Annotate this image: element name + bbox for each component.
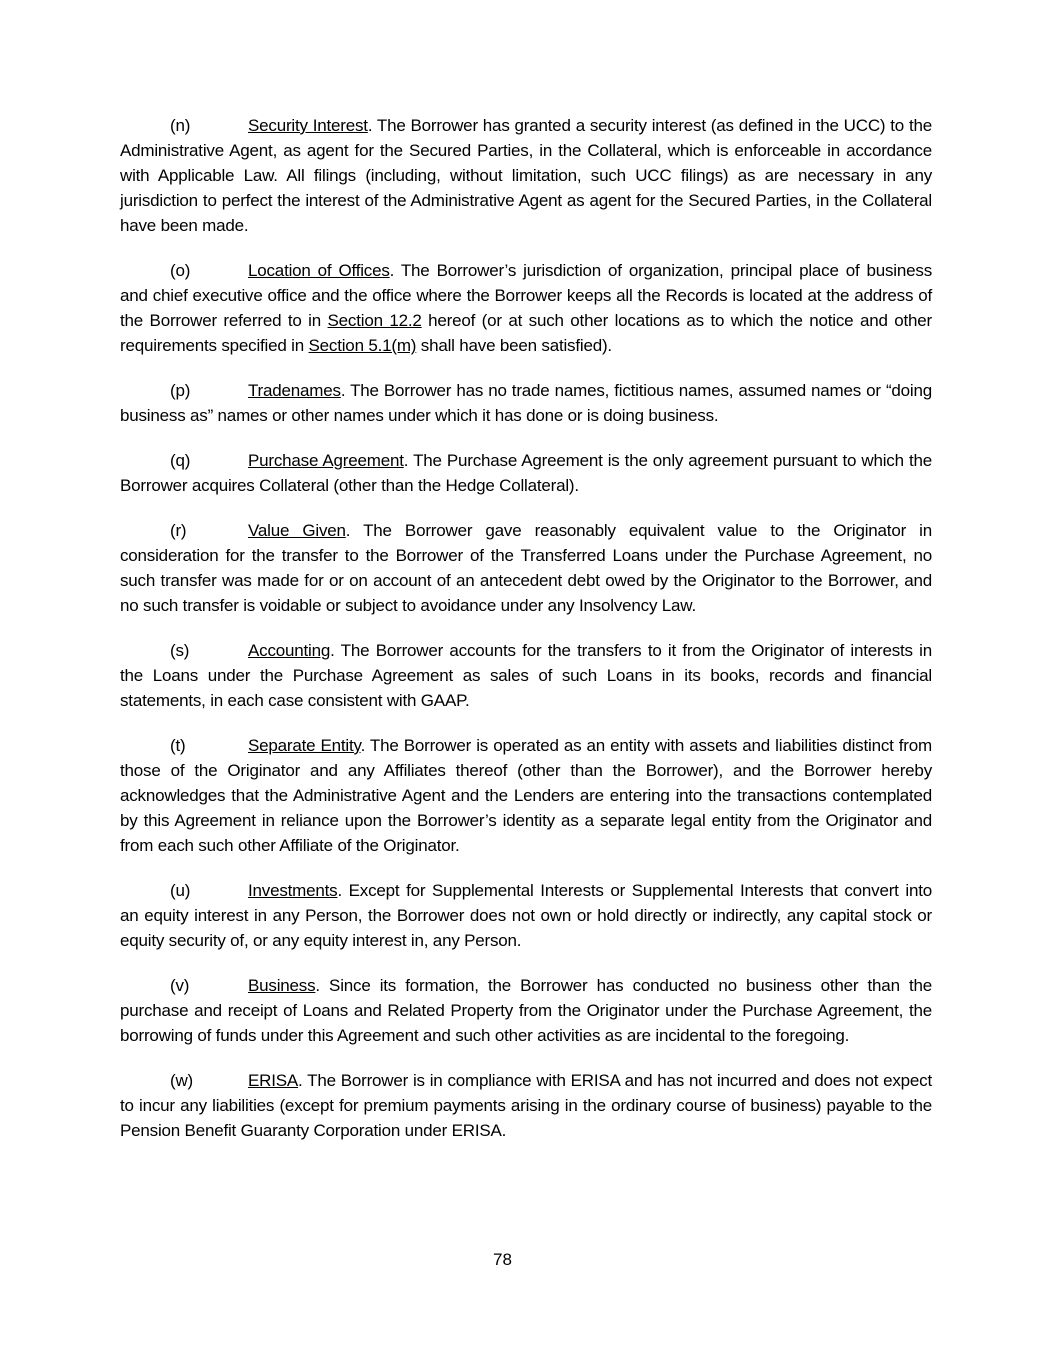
paragraph-label: (r) bbox=[170, 521, 187, 540]
body-text: shall have been satisfied). bbox=[416, 336, 612, 355]
body-text: . The Borrower gave reasonably equivalent value to the Originator in consideration for the transfer to the Borrower of the Transferred Loans under the Purchase Agreement, no such transfer was made for or on account of an antecedent debt owed by the Originator to the Borrower, and no such transfer is voidable or subject to avoidance under any Insolvency Law. bbox=[120, 521, 932, 615]
paragraph-label: (v) bbox=[170, 976, 190, 995]
body-text: . Since its formation, the Borrower has conducted no business other than the purchase and receipt of Loans and Related Property from the Originator under the Purchase Agreement, the borrowing of funds under this Agreement and such other activities as are incidental to the foregoing. bbox=[120, 976, 932, 1045]
paragraph bbox=[120, 518, 932, 618]
body-text: hereof (or at such other locations as to which the notice and other requirements specified in bbox=[120, 311, 932, 355]
document-body bbox=[120, 113, 932, 1163]
body-text: . The Borrower accounts for the transfers to it from the Originator of interests in the Loans under the Purchase Agreement as sales of such Loans in its books, records and financial statements, in each case consistent with GAAP. bbox=[120, 641, 932, 710]
paragraph bbox=[120, 113, 932, 238]
paragraph-label: (q) bbox=[170, 451, 191, 470]
body-text: . The Purchase Agreement is the only agreement pursuant to which the Borrower acquires Collateral (other than the Hedge Collateral). bbox=[120, 451, 932, 495]
paragraph-label: (p) bbox=[170, 381, 191, 400]
paragraph bbox=[120, 733, 932, 858]
paragraph bbox=[120, 973, 932, 1048]
paragraph bbox=[120, 878, 932, 953]
paragraph-heading: Accounting bbox=[248, 641, 331, 660]
body-text: . The Borrower has no trade names, fictitious names, assumed names or “doing business as” names or other names under which it has done or is doing business. bbox=[120, 381, 932, 425]
body-text: . The Borrower’s jurisdiction of organization, principal place of business and chief executive office and the office where the Borrower keeps all the Records is located at the address of the Borrower referred to in bbox=[120, 261, 932, 330]
page-number: 78 bbox=[493, 1250, 512, 1269]
paragraph-heading: Security Interest bbox=[248, 116, 368, 135]
paragraph-label: (s) bbox=[170, 641, 190, 660]
paragraph-heading: Separate Entity bbox=[248, 736, 361, 755]
paragraph-heading: Tradenames bbox=[248, 381, 341, 400]
paragraph-heading: Business bbox=[248, 976, 316, 995]
paragraph bbox=[120, 448, 932, 498]
paragraph-label: (u) bbox=[170, 881, 191, 900]
paragraph-heading: Location of Offices bbox=[248, 261, 390, 280]
paragraph-heading: ERISA bbox=[248, 1071, 299, 1090]
paragraph bbox=[120, 378, 932, 428]
paragraph-heading: Purchase Agreement bbox=[248, 451, 404, 470]
body-text: . The Borrower is in compliance with ERISA and has not incurred and does not expect to incur any liabilities (except for premium payments arising in the ordinary course of business) payable to the Pension Benefit Guaranty Corporation under ERISA. bbox=[120, 1071, 932, 1140]
paragraph-label: (t) bbox=[170, 736, 186, 755]
paragraph bbox=[120, 258, 932, 358]
paragraph-label: (n) bbox=[170, 116, 191, 135]
paragraph-label: (w) bbox=[170, 1071, 193, 1090]
paragraph bbox=[120, 1068, 932, 1143]
paragraph-label: (o) bbox=[170, 261, 191, 280]
paragraph-heading: Investments bbox=[248, 881, 338, 900]
body-text: . The Borrower has granted a security interest (as defined in the UCC) to the Administrative Agent, as agent for the Secured Parties, in the Collateral, which is enforceable in accordance with Applicable Law. All filings (including, without limitation, such UCC filings) as are necessary in any jurisdiction to perfect the interest of the Administrative Agent as agent for the Secured Parties, in the Collateral have been made. bbox=[120, 116, 932, 235]
body-text: . The Borrower is operated as an entity with assets and liabilities distinct from those of the Originator and any Affiliates thereof (other than the Borrower), and the Borrower hereby acknowledges that the Administrative Agent and the Lenders are entering into the transactions contemplated by this Agreement in reliance upon the Borrower’s identity as a separate legal entity from the Originator and from each such other Affiliate of the Originator. bbox=[120, 736, 932, 855]
section-reference: Section 12.2 bbox=[327, 311, 422, 330]
body-text: . Except for Supplemental Interests or Supplemental Interests that convert into an equity interest in any Person, the Borrower does not own or hold directly or indirectly, any capital stock or equity security of, or any equity interest in, any Person. bbox=[120, 881, 932, 950]
paragraph bbox=[120, 638, 932, 713]
paragraph-heading: Value Given bbox=[248, 521, 346, 540]
section-reference: Section 5.1(m) bbox=[308, 336, 417, 355]
